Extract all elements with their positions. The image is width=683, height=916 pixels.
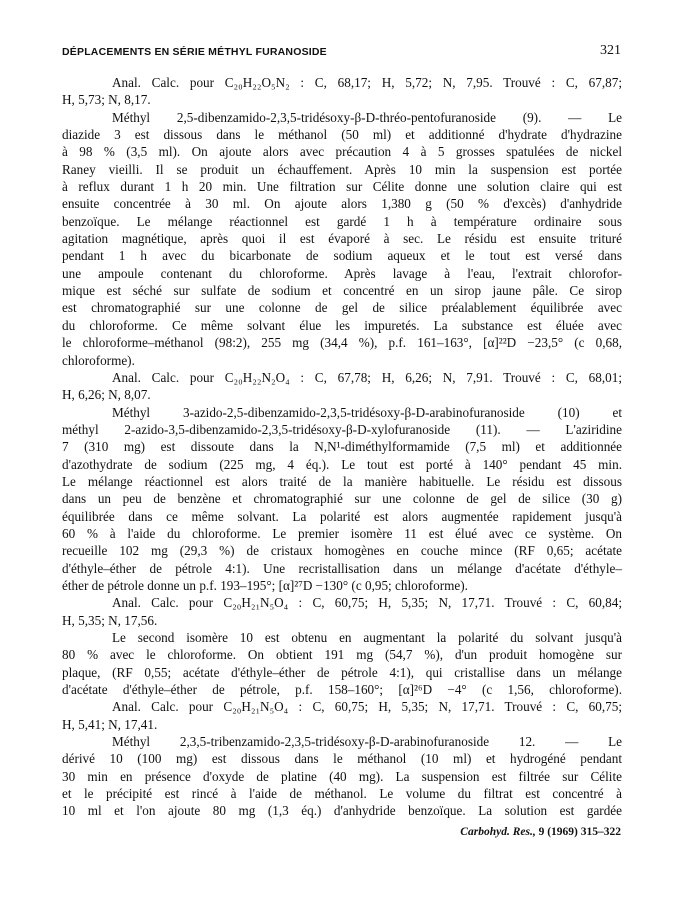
article-body bbox=[62, 74, 622, 820]
text-line: recueille 102 mg (29,3 %) de cristaux homogènes en couche mince (RF 0,65; acétate bbox=[62, 543, 622, 559]
text-line: Méthyl 2,3,5-tribenzamido-2,3,5-tridésoxy-β-D-arabinofuranoside 12. — Le bbox=[112, 734, 622, 750]
text-line: du chloroforme. Ce même solvant élue les impuretés. La substance est éluée avec bbox=[62, 317, 622, 333]
text-line: Raney vieilli. Il se produit un échauffement. Après 10 min la suspension est portée bbox=[62, 161, 622, 177]
text-line: et le précipité est rincé à l'aide de méthanol. Le volume du filtrat est concentré à bbox=[62, 786, 622, 802]
text-line: H, 6,26; N, 8,07. bbox=[62, 387, 151, 403]
text-line: 30 min en présence d'oxyde de platine (40 mg). La suspension est filtrée sur Célite bbox=[62, 768, 622, 784]
journal-name: Carbohyd. Res., bbox=[460, 826, 536, 838]
page-number: 321 bbox=[600, 43, 621, 58]
text-line: méthyl 2-azido-3,5-dibenzamido-2,3,5-tridésoxy-β-D-xylofuranoside (11). — L'aziridine bbox=[62, 421, 622, 437]
text-line: à reflux durant 1 h 20 min. Une filtration sur Célite donne une solution claire qui est bbox=[62, 179, 622, 195]
text-line: d'azothydrate de sodium (225 mg, 4 éq.). Le tout est porté à 140° pendant 45 min. bbox=[62, 456, 622, 472]
journal-volume: 9 (1969) 315–322 bbox=[538, 826, 621, 838]
text-line: Anal. Calc. pour C₂₀H₂₂O₅N₂ : C, 68,17; H, 5,72; N, 7,95. Trouvé : C, 67,87; bbox=[112, 75, 622, 90]
text-line: d'éthyle–éther de pétrole 4:1). Une recristallisation dans un mélange d'acétate d'éthyle– bbox=[62, 560, 622, 576]
text-line: à 98 % (3,5 ml). On ajoute alors avec précaution 4 à 5 grosses spatulées de nickel bbox=[62, 144, 622, 160]
text-line: une ampoule contenant du chloroforme. Après lavage à l'eau, l'extrait chlorofor- bbox=[62, 265, 622, 281]
text-line: éther de pétrole donne un p.f. 193–195°; [α]²⁷D −130° (c 0,95; chloroforme). bbox=[62, 577, 468, 593]
text-line: Méthyl 2,5-dibenzamido-2,3,5-tridésoxy-β-D-thréo-pentofuranoside (9). — Le bbox=[112, 109, 622, 125]
text-line: Méthyl 3-azido-2,5-dibenzamido-2,3,5-tridésoxy-β-D-arabinofuranoside (10) et bbox=[112, 404, 622, 420]
text-line: 10 ml et l'on ajoute 80 mg (1,3 éq.) d'anhydride benzoïque. La solution est gardée bbox=[62, 803, 622, 819]
text-line: est chromatographié sur une colonne de gel de silice préalablement équilibrée avec bbox=[62, 300, 622, 316]
text-line: benzoïque. Le mélange réactionnel est gardé 1 h à température ordinaire sous bbox=[62, 213, 622, 229]
journal-citation bbox=[460, 826, 621, 838]
page-header bbox=[62, 43, 621, 64]
text-line: d'acétate d'éthyle–éther de pétrole, p.f. 158–160°; [α]²⁶D −4° (c 1,56, chloroforme). bbox=[62, 682, 622, 698]
text-line: 7 (310 mg) est dissoute dans la N,N¹-diméthylformamide (7,5 ml) et additionnée bbox=[62, 439, 622, 455]
running-head: DÉPLACEMENTS EN SÉRIE MÉTHYL FURANOSIDE bbox=[62, 46, 327, 58]
text-line: Le second isomère 10 est obtenu en augmentant la polarité du solvant jusqu'à bbox=[112, 630, 622, 645]
text-line: Le mélange réactionnel est alors traité de la manière habituelle. Le résidu est dissous bbox=[62, 473, 622, 489]
text-line: dans un peu de benzène et chromatographié sur une colonne de gel de silice (30 g) bbox=[62, 491, 622, 507]
text-line: diazide 3 est dissous dans le méthanol (50 ml) et additionné d'hydrate d'hydrazine bbox=[62, 127, 622, 143]
text-line: 80 % avec le chloroforme. On obtient 191 mg (54,7 %), d'un produit homogène sur bbox=[62, 647, 622, 663]
text-line: mique est séché sur sulfate de sodium et concentré en un sirop jaune pâle. Ce sirop bbox=[62, 283, 622, 299]
text-line: H, 5,41; N, 17,41. bbox=[62, 716, 158, 732]
text-line: pendant 1 h avec du bicarbonate de sodium aqueux et le tout est versé dans bbox=[62, 248, 622, 264]
text-line: équilibrée dans ce même solvant. La polarité est alors augmentée rapidement jusqu'à bbox=[62, 508, 622, 524]
text-line: dérivé 10 (100 mg) est dissous dans le méthanol (10 ml) et hydrogéné pendant bbox=[62, 751, 622, 767]
text-line: chloroforme). bbox=[62, 352, 135, 368]
text-line: plaque, (RF 0,55; acétate d'éthyle–éther de pétrole 4:1), qui cristallise dans un mélange bbox=[62, 664, 622, 680]
text-line: ensuite concentrée à 30 ml. On ajoute alors 1,380 g (50 % d'excès) d'anhydride bbox=[62, 196, 622, 212]
text-line: Anal. Calc. pour C₂₀H₂₁N₅O₄ : C, 60,75; H, 5,35; N, 17,71. Trouvé : C, 60,84; bbox=[112, 595, 622, 611]
text-line: Anal. Calc. pour C₂₀H₂₂N₂O₄ : C, 67,78; H, 6,26; N, 7,91. Trouvé : C, 68,01; bbox=[112, 369, 622, 385]
text-line: agitation magnétique, après quoi il est évaporé à sec. Le résidu est ensuite trituré bbox=[62, 231, 622, 247]
text-line: H, 5,73; N, 8,17. bbox=[62, 92, 151, 108]
text-line: 60 % à l'aide du chloroforme. Le premier isomère 11 est élué avec ce système. On bbox=[62, 525, 622, 541]
text-line: le chloroforme–méthanol (98:2), 255 mg (34,4 %), p.f. 161–163°, [α]²²D −23,5° (c 0,68, bbox=[62, 335, 622, 351]
text-line: Anal. Calc. pour C₂₀H₂₁N₅O₄ : C, 60,75; H, 5,35; N, 17,71. Trouvé : C, 60,75; bbox=[112, 699, 622, 715]
text-line: H, 5,35; N, 17,56. bbox=[62, 612, 158, 628]
